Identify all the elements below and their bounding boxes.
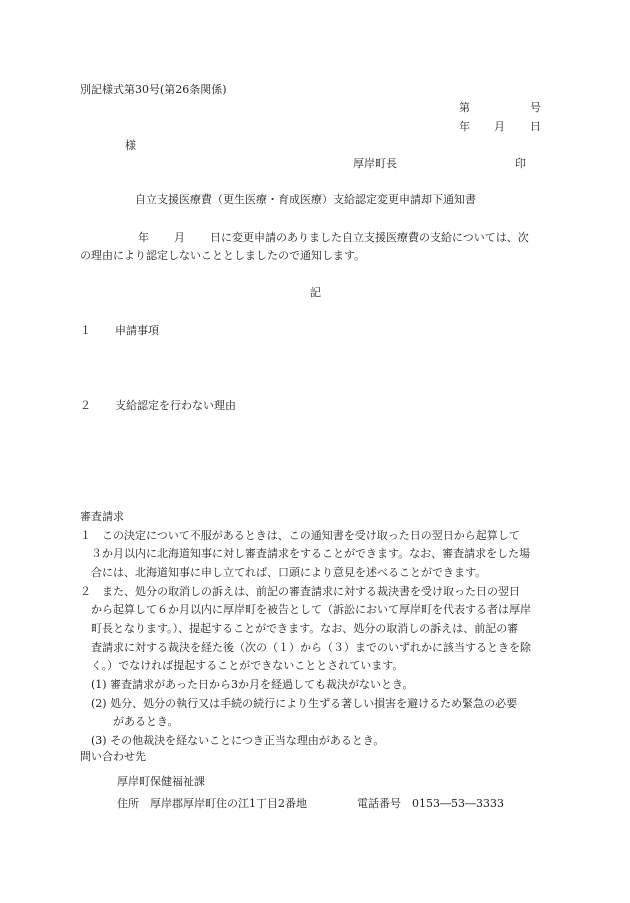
number-prefix: 第: [459, 101, 470, 114]
review-line: ２ また、処分の取消しの訴えは、前記の審査請求に対する裁決書を受け取った日の翌日: [80, 585, 520, 598]
review-line: 町長となります。）、提起することができます。なお、処分の取消しの訴えは、前記の審: [80, 622, 519, 635]
body-year-label: 年: [138, 231, 149, 244]
review-item: (2) 処分、処分の執行又は手続の続行により生ずる著しい損害を避けるため緊急の必要: [80, 697, 518, 710]
review-line: 査請求に対する裁決を経た後（次の（１）から（３）までのいずれかに該当するときを除: [80, 641, 531, 654]
review-line: ３か月以内に北海道知事に対し審査請求をすることができます。なお、審査請求をした場: [80, 547, 531, 560]
body-line-1: 日に変更申請のありました自立支援医療費の支給については、次: [210, 231, 529, 244]
date-year-label: 年: [459, 120, 470, 133]
contact-phone: 電話番号 0153―53―3333: [357, 797, 504, 810]
contact-address: 住所 厚岸郡厚岸町住の江1丁目2番地: [117, 797, 307, 810]
body-month-label: 月: [174, 231, 185, 244]
review-line: １ この決定について不服があるときは、この通知書を受け取った日の翌日から起算して: [80, 529, 520, 542]
ki-marker: 記: [310, 286, 321, 299]
date-month-label: 月: [494, 120, 505, 133]
review-line: く。）でなければ提起することができないこととされています。: [80, 659, 404, 672]
review-item: があるとき。: [80, 715, 179, 728]
number-suffix: 号: [530, 101, 541, 114]
review-line: から起算して６か月以内に厚岸町を被告として（訴訟において厚岸町を代表する者は厚岸: [80, 603, 531, 616]
body-line-2: の理由により認定しないこととしましたので通知します。: [80, 249, 366, 262]
section-1-label: 申請事項: [115, 324, 159, 337]
section-2-label: 支給認定を行わない理由: [115, 399, 236, 412]
review-item: (3) その他裁決を経ないことにつき正当な理由があるとき。: [80, 734, 385, 747]
section-2-number: ２: [80, 399, 91, 412]
document-title: 自立支援医療費（更生医療・育成医療）支給認定変更申請却下通知書: [135, 193, 476, 206]
seal-mark: 印: [515, 157, 526, 170]
issuer-name: 厚岸町長: [353, 157, 397, 170]
review-line: 合には、北海道知事に申し立てれば、口頭により意見を述べることができます。: [80, 566, 487, 579]
section-1-number: １: [80, 324, 91, 337]
review-heading: 審査請求: [80, 510, 124, 523]
contact-heading: 問い合わせ先: [80, 750, 146, 763]
form-label: 別記様式第30号(第26条関係): [80, 83, 227, 96]
review-item: (1) 審査請求があった日から3か月を経過しても裁決がないとき。: [80, 678, 414, 691]
contact-department: 厚岸町保健福祉課: [117, 775, 205, 788]
date-day-label: 日: [530, 120, 541, 133]
addressee-suffix: 様: [125, 139, 136, 152]
